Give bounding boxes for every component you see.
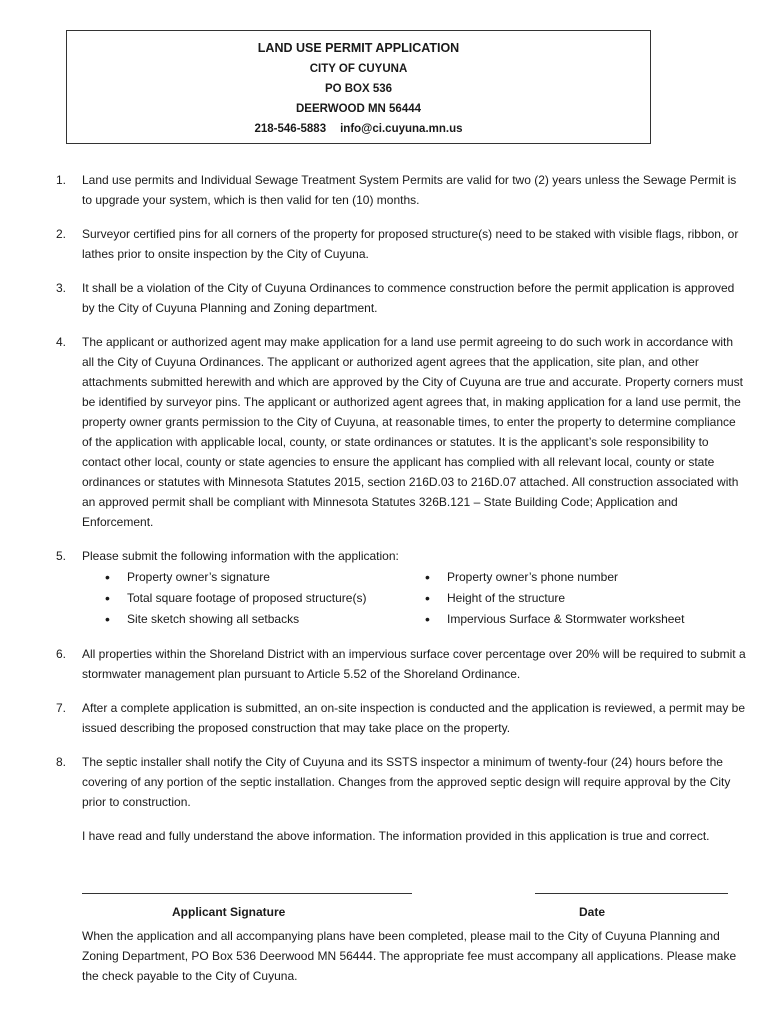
item-text: It shall be a violation of the City of Cuyuna Ordinances to commence construction before the permit application is approved by the City of Cuyuna Planning and Zoning department. [82, 281, 735, 315]
item-number: 5. [56, 549, 67, 563]
list-item [48, 278, 748, 318]
item-number: 6. [56, 647, 67, 661]
applicant-signature-label: Applicant Signature [172, 905, 286, 919]
bullet-item: • Height of the structure [425, 588, 725, 609]
item-number: 4. [56, 335, 67, 349]
item-number: 1. [56, 173, 67, 187]
applicant-signature-line[interactable] [82, 893, 412, 894]
list-item [48, 644, 748, 684]
mailing-instructions: When the application and all accompanying plans have been completed, please mail to the City of Cuyuna Planning and Zoning Department, PO Box 536 Deerwood MN 56444. The appropriate fee must accompany all applications. Please make the check payable to the City of Cuyuna. [82, 929, 737, 983]
city-state-zip: DEERWOOD MN 56444 [295, 103, 422, 115]
date-label: Date [579, 905, 606, 919]
po-box: PO BOX 536 [324, 83, 393, 95]
list-item [48, 332, 748, 532]
acknowledgement-text: I have read and fully understand the above information. The information provided in this application is true and correct. [82, 829, 710, 843]
item-text: Surveyor certified pins for all corners of the property for proposed structure(s) need to be staked with visible flags, ribbon, or lathes prior to onsite inspection by the City of Cuyuna. [82, 227, 739, 261]
list-item [48, 752, 748, 812]
list-item [48, 224, 748, 264]
item-number: 3. [56, 281, 67, 295]
list-item [48, 170, 748, 210]
email-address: info@ci.cuyuna.mn.us [340, 123, 463, 135]
contact-line [67, 119, 650, 139]
list-item [48, 698, 748, 738]
bullet-item: • Property owner’s phone number [425, 567, 725, 588]
item-text: Please submit the following information with the application: [82, 549, 399, 563]
item-number: 2. [56, 227, 67, 241]
city-name: CITY OF CUYUNA [309, 63, 408, 75]
item-text: Land use permits and Individual Sewage Treatment System Permits are valid for two (2) years unless the Sewage Permit is to upgrade your system, which is then valid for ten (10) months. [82, 173, 737, 207]
item-text: The applicant or authorized agent may make application for a land use permit agreeing to do such work in accordance with all the City of Cuyuna Ordinances. The applicant or authorized agent agrees that the application, site plan, and other attachments submitted herewith and which are approved by the City of Cuyuna are true and accurate. Property corners must be identified by surveyor pins. The applicant or authorized agent agrees that, in making application for a land use permit, the property owner grants permission to the City of Cuyuna, at reasonable times, to enter the property to determine compliance of the application with applicable local, county, or state ordinances or statutes. It is the applicant’s sole responsibility to contact other local, county or state agencies to ensure the applicant has complied with all relevant local, county or state ordinances or statutes with Minnesota Statutes 2015, section 216D.03 to 216D.07 attached. All construction associated with an approved permit shall be compliant with Minnesota Statutes 326B.121 – State Building Code; Application and Enforcement. [82, 335, 744, 529]
item-text: After a complete application is submitted, an on-site inspection is conducted and the application is reviewed, a permit may be issued describing the proposed construction that may take place on the property. [82, 701, 746, 735]
item-text: All properties within the Shoreland District with an impervious surface cover percentage over 20% will be required to submit a stormwater management plan pursuant to Article 5.52 of the Shoreland Ordinance. [82, 647, 746, 681]
bullet-item: • Impervious Surface & Stormwater worksheet [425, 609, 725, 630]
phone-number: 218-546-5883 [254, 123, 327, 135]
bullet-item: • Total square footage of proposed structure(s) [105, 588, 425, 609]
required-documents-list [82, 567, 748, 630]
item-text: The septic installer shall notify the City of Cuyuna and its SSTS inspector a minimum of twenty-four (24) hours before the covering of any portion of the septic installation. Changes from the approved septic design will require approval by the City prior to construction. [82, 755, 731, 809]
bullet-item: • Property owner’s signature [105, 567, 425, 588]
date-line[interactable] [535, 893, 728, 894]
bullet-item: • Site sketch showing all setbacks [105, 609, 425, 630]
document-title: LAND USE PERMIT APPLICATION [257, 41, 460, 55]
instructions-list [48, 170, 748, 826]
item-number: 8. [56, 755, 67, 769]
header-box [66, 30, 651, 144]
item-number: 7. [56, 701, 67, 715]
list-item [48, 546, 748, 630]
